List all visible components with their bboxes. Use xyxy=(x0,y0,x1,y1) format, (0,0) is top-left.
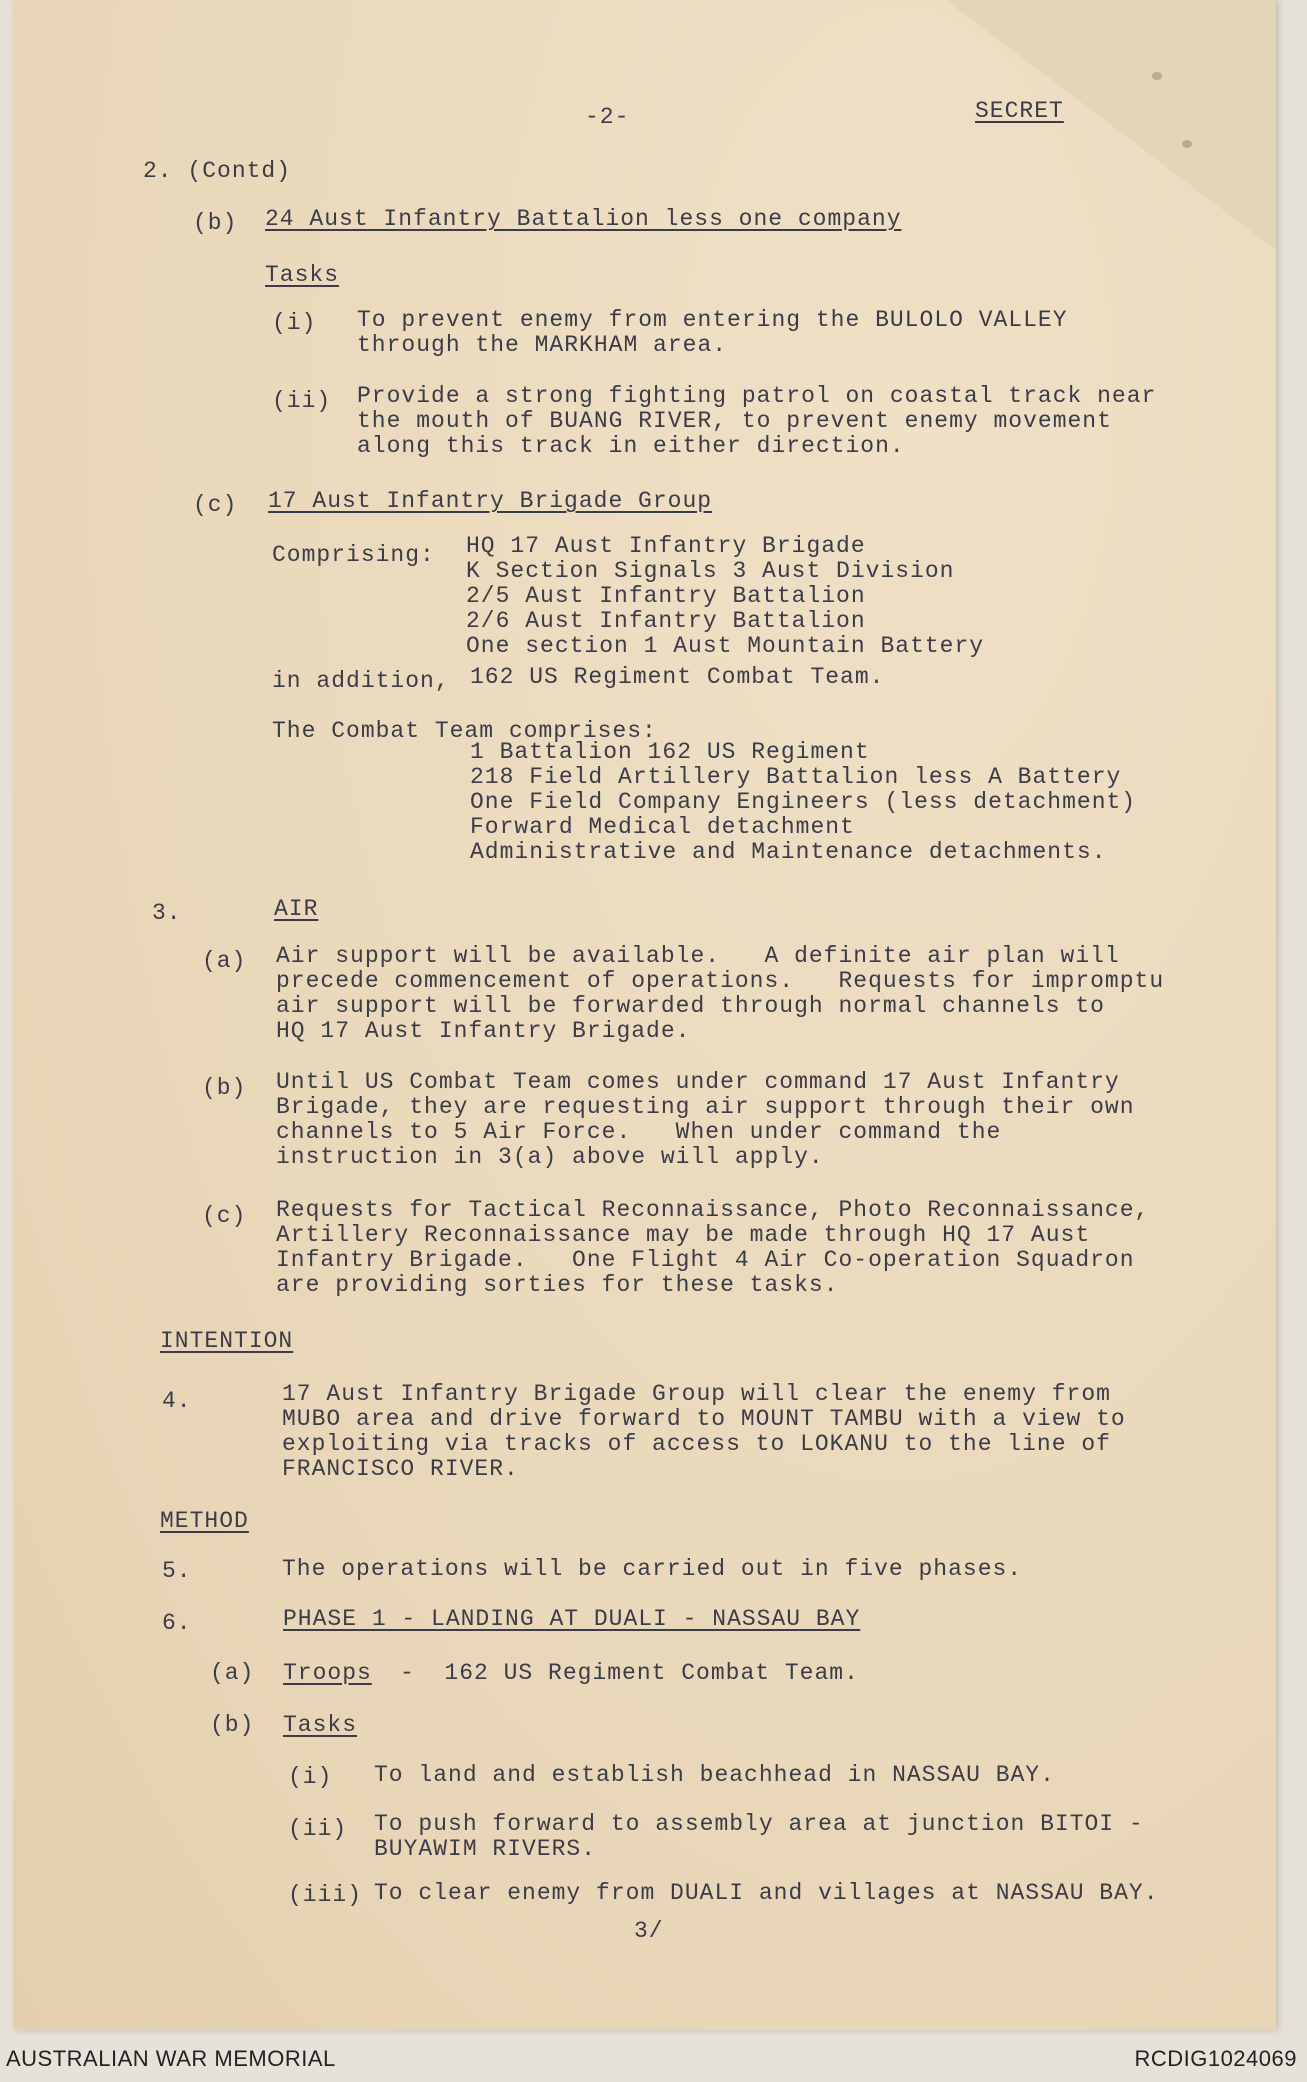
classification-marking: SECRET xyxy=(975,98,1064,124)
sec2-c-title: 17 Aust Infantry Brigade Group xyxy=(268,488,713,514)
continued-marker: 3/ xyxy=(634,1918,664,1944)
sec2-task-ii-num: (ii) xyxy=(272,388,332,414)
sec3-a-text: Air support will be available. A definite air plan will precede commencement of operations. Requests for impromptu air support will be forwarded through normal channels to HQ 17 Aust Infantry Brigade. xyxy=(276,943,1165,1044)
troops-label: Troops xyxy=(283,1660,372,1686)
troops-text: - 162 US Regiment Combat Team. xyxy=(400,1660,859,1686)
sec3-num: 3. xyxy=(152,900,182,926)
sec3-b-label: (b) xyxy=(202,1075,247,1101)
sec2-task-i-text: To prevent enemy from entering the BULOLO VALLEY through the MARKHAM area. xyxy=(357,307,1068,358)
intention-num: 4. xyxy=(162,1388,192,1414)
folded-corner xyxy=(946,0,1276,250)
paper-damage-spot xyxy=(1152,72,1162,80)
phase1-task-i-num: (i) xyxy=(288,1764,333,1790)
phase1-task-iii-text: To clear enemy from DUALI and villages at NASSAU BAY. xyxy=(374,1880,1159,1906)
comprising-items: HQ 17 Aust Infantry Brigade K Section Signals 3 Aust Division 2/5 Aust Infantry Battalion 2/6 Aust Infantry Battalion One section 1 Aust Mountain Battery xyxy=(466,533,985,659)
phase1-task-ii-num: (ii) xyxy=(288,1816,348,1842)
phase1-a-label: (a) xyxy=(210,1660,255,1686)
method-5-num: 5. xyxy=(162,1558,192,1584)
sec3-c-text: Requests for Tactical Reconnaissance, Photo Reconnaissance, Artillery Reconnaissance may be made through HQ 17 Aust Infantry Brigade. One Flight 4 Air Co-operation Squadron are providing sorties for these tasks. xyxy=(276,1197,1150,1298)
sec2-c-label: (c) xyxy=(193,492,238,518)
footer-right: RCDIG1024069 xyxy=(1134,2046,1297,2071)
sec2-task-i-num: (i) xyxy=(272,310,317,336)
phase1-task-i-text: To land and establish beachhead in NASSAU BAY. xyxy=(374,1762,1055,1788)
sec2-task-ii-text: Provide a strong fighting patrol on coastal track near the mouth of BUANG RIVER, to prevent enemy movement along this track in either direction. xyxy=(357,383,1157,459)
paper-damage-spot xyxy=(1182,140,1192,148)
intention-text: 17 Aust Infantry Brigade Group will clear the enemy from MUBO area and drive forward to MOUNT TAMBU with a view to exploiting via tracks of access to LOKANU to the line of FRANCISCO RIVER. xyxy=(282,1381,1126,1482)
sec3-title: AIR xyxy=(274,896,319,922)
sec2-b-label: (b) xyxy=(193,210,238,236)
combat-team-items: 1 Battalion 162 US Regiment 218 Field Artillery Battalion less A Battery One Field Company Engineers (less detachment) Forward Medical detachment Administrative and Maintenance detachments. xyxy=(470,739,1137,865)
sec3-a-label: (a) xyxy=(202,948,247,974)
section-2-contd: 2. (Contd) xyxy=(143,158,292,184)
in-addition-text: 162 US Regiment Combat Team. xyxy=(470,664,885,690)
sec2-b-title: 24 Aust Infantry Battalion less one company xyxy=(265,206,902,232)
sec3-c-label: (c) xyxy=(202,1203,247,1229)
phase1-task-ii-text: To push forward to assembly area at junction BITOI - BUYAWIM RIVERS. xyxy=(374,1811,1144,1862)
phase1-b-label: (b) xyxy=(210,1712,255,1738)
sec2-b-tasks-label: Tasks xyxy=(265,262,340,288)
method-5-text: The operations will be carried out in five phases. xyxy=(282,1556,1023,1582)
method-6-num: 6. xyxy=(162,1610,192,1636)
comprising-label: Comprising: xyxy=(272,542,435,568)
sec3-b-text: Until US Combat Team comes under command 17 Aust Infantry Brigade, they are requesting air support through their own channels to 5 Air Force. When under command the instruction in 3(a) above will apply. xyxy=(276,1069,1135,1170)
phase1-title: PHASE 1 - LANDING AT DUALI - NASSAU BAY xyxy=(283,1606,861,1632)
footer-left: AUSTRALIAN WAR MEMORIAL xyxy=(6,2046,336,2071)
combat-team-label: The Combat Team comprises: xyxy=(272,718,657,744)
phase1-tasks-label: Tasks xyxy=(283,1712,358,1738)
in-addition-label: in addition, xyxy=(272,668,450,694)
page-number: -2- xyxy=(585,104,630,130)
intention-heading: INTENTION xyxy=(160,1328,294,1354)
method-heading: METHOD xyxy=(160,1508,249,1534)
phase1-task-iii-num: (iii) xyxy=(288,1882,363,1908)
